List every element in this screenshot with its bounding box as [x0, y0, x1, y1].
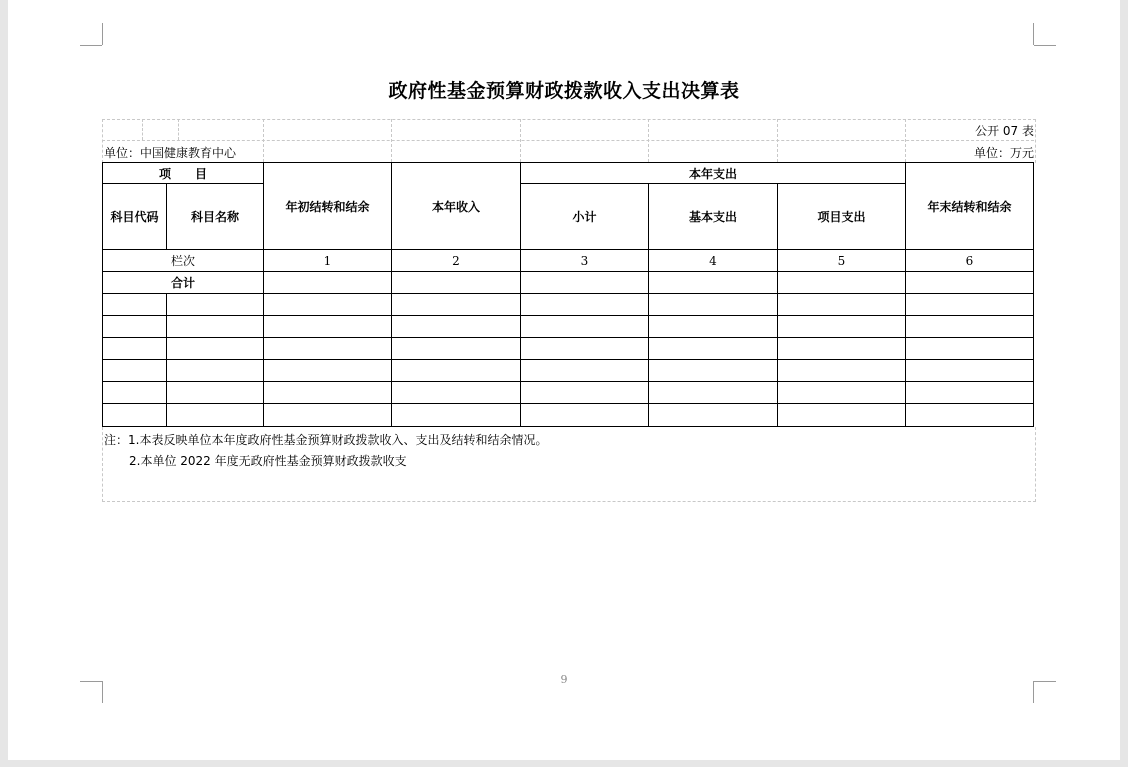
note-line-2: 2.本单位 2022 年度无政府性基金预算财政拨款收支 — [129, 454, 407, 468]
table-cell — [520, 337, 649, 360]
table-cell — [102, 337, 167, 360]
total-row-label: 合计 — [102, 271, 264, 294]
table-cell — [391, 293, 521, 316]
crop-mark-top-left-v — [102, 23, 103, 45]
crop-mark-top-left-h — [80, 45, 102, 46]
table-code: 公开 07 表 — [975, 124, 1034, 138]
table-cell — [102, 359, 167, 382]
unit-label: 单位：中国健康教育中心 — [104, 146, 237, 160]
total-cell — [777, 271, 906, 294]
table-cell — [263, 293, 392, 316]
table-cell — [391, 381, 521, 404]
header-grid-vline — [648, 119, 649, 162]
column-index-3: 3 — [520, 249, 649, 272]
header-opening-balance: 年初结转和结余 — [263, 162, 392, 250]
total-cell — [263, 271, 392, 294]
budget-table — [102, 162, 1034, 427]
header-grid-vline — [391, 119, 392, 162]
table-cell — [777, 293, 906, 316]
column-index-5: 5 — [777, 249, 906, 272]
header-grid-vline — [520, 119, 521, 162]
table-cell — [263, 381, 392, 404]
header-project-expenditure: 项目支出 — [777, 183, 906, 250]
header-grid-line — [102, 140, 1034, 141]
table-cell — [166, 359, 264, 382]
column-index-6: 6 — [905, 249, 1034, 272]
header-grid-vline — [142, 119, 143, 140]
table-cell — [777, 337, 906, 360]
header-grid-vline — [263, 119, 264, 162]
table-cell — [905, 337, 1034, 360]
table-cell — [905, 315, 1034, 338]
table-cell — [166, 337, 264, 360]
header-basic-expenditure: 基本支出 — [648, 183, 778, 250]
table-cell — [648, 403, 778, 427]
table-cell — [905, 293, 1034, 316]
table-cell — [263, 403, 392, 427]
table-cell — [520, 293, 649, 316]
header-closing-balance: 年末结转和结余 — [905, 162, 1034, 250]
table-cell — [391, 403, 521, 427]
table-cell — [648, 381, 778, 404]
header-grid-box — [102, 119, 1036, 163]
header-current-income: 本年收入 — [391, 162, 521, 250]
table-cell — [102, 403, 167, 427]
table-cell — [520, 359, 649, 382]
table-cell — [905, 359, 1034, 382]
table-cell — [102, 293, 167, 316]
page-title: 政府性基金预算财政拨款收入支出决算表 — [388, 80, 740, 102]
total-cell — [520, 271, 649, 294]
document-page — [8, 0, 1120, 760]
crop-mark-top-right-v — [1033, 23, 1034, 45]
header-subtotal: 小计 — [520, 183, 649, 250]
column-index-2: 2 — [391, 249, 521, 272]
table-cell — [648, 359, 778, 382]
column-index-1: 1 — [263, 249, 392, 272]
total-cell — [391, 271, 521, 294]
total-cell — [648, 271, 778, 294]
page-number: 9 — [560, 673, 568, 686]
table-cell — [263, 337, 392, 360]
header-item: 项 目 — [102, 162, 264, 184]
table-cell — [905, 403, 1034, 427]
header-grid-vline — [178, 119, 179, 140]
table-cell — [520, 315, 649, 338]
header-current-expenditure: 本年支出 — [520, 162, 906, 184]
crop-mark-top-right-h — [1034, 45, 1056, 46]
table-cell — [166, 293, 264, 316]
total-cell — [905, 271, 1034, 294]
header-grid-vline — [905, 119, 906, 162]
table-cell — [391, 315, 521, 338]
currency-unit: 单位：万元 — [973, 146, 1034, 160]
table-cell — [166, 315, 264, 338]
table-cell — [777, 403, 906, 427]
table-cell — [905, 381, 1034, 404]
column-index-4: 4 — [648, 249, 778, 272]
table-cell — [648, 315, 778, 338]
header-item-code: 科目代码 — [102, 183, 167, 250]
table-cell — [777, 381, 906, 404]
table-cell — [520, 381, 649, 404]
note-line-1: 注：1.本表反映单位本年度政府性基金预算财政拨款收入、支出及结转和结余情况。 — [104, 433, 548, 447]
table-cell — [520, 403, 649, 427]
table-cell — [166, 381, 264, 404]
header-grid-vline — [777, 119, 778, 162]
table-cell — [166, 403, 264, 427]
table-cell — [777, 359, 906, 382]
header-item-name: 科目名称 — [166, 183, 264, 250]
table-cell — [391, 337, 521, 360]
table-cell — [102, 315, 167, 338]
table-cell — [391, 359, 521, 382]
table-cell — [102, 381, 167, 404]
table-cell — [777, 315, 906, 338]
table-cell — [648, 293, 778, 316]
table-cell — [263, 359, 392, 382]
column-index-label: 栏次 — [102, 249, 264, 272]
table-cell — [263, 315, 392, 338]
table-cell — [648, 337, 778, 360]
